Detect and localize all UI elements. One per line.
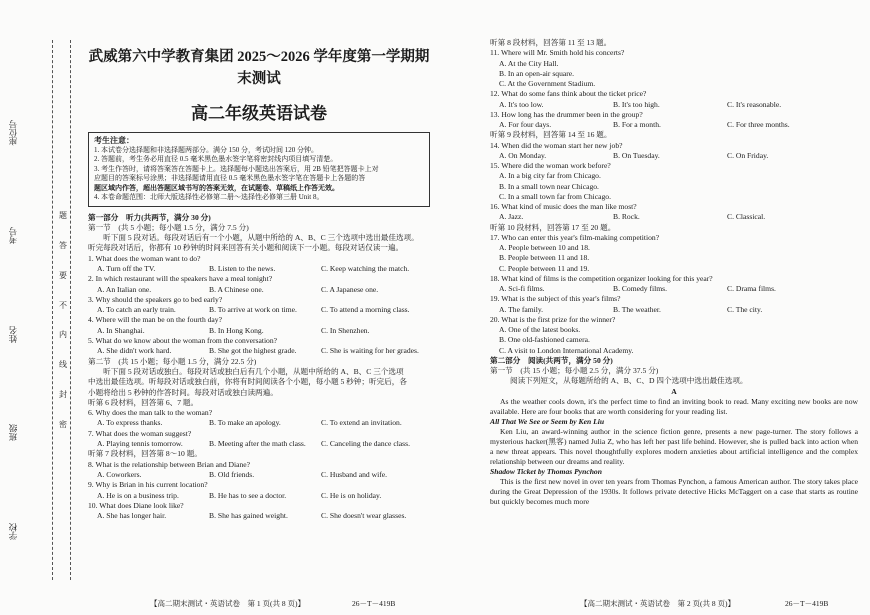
option-b[interactable]: B. In Hong Kong. bbox=[209, 325, 264, 335]
instructions: 听下面 5 段对话或独白。每段对话或独白后有几个小题，从题中所给的 A、B、C 三个选项 bbox=[88, 366, 404, 376]
option-a[interactable]: A. In Shanghai. bbox=[97, 325, 145, 335]
question: 20. What is the first prize for the winner? bbox=[490, 314, 616, 324]
option-c[interactable]: C. Classical. bbox=[727, 212, 766, 222]
left-content bbox=[88, 42, 430, 521]
question: 5. What do we know about the woman from the conversation? bbox=[88, 336, 278, 346]
instructions: 听完每段对话后，你都有 10 秒钟的时间来回答有关小题和阅读下一小题。每段对话仅读一遍。 bbox=[88, 243, 404, 253]
listening-material: 听第 8 段材料，回答第 11 至 13 题。 bbox=[490, 38, 612, 47]
instructions: 小题将给出 5 秒钟的作答时间。每段对话或独白读两遍。 bbox=[88, 387, 278, 397]
question: 2. In which restaurant will the speakers have a meal tonight? bbox=[88, 274, 273, 284]
instructions: 听下面 5 段对话。每段对话后有一个小题，从题中所给的 A、B、C 三个选项中选出最佳选项。 bbox=[88, 233, 419, 243]
option-b[interactable]: B. A Chinese one. bbox=[209, 284, 264, 294]
option-b[interactable]: B. Old friends. bbox=[209, 469, 255, 479]
notice-line: 1. 本试卷分选择题和非选择题两部分。满分 150 分，考试时间 120 分钟。 bbox=[94, 145, 318, 154]
option-a[interactable]: A. For four days. bbox=[499, 120, 552, 129]
option-a[interactable]: A. An Italian one. bbox=[97, 284, 152, 294]
seal-char: 要 bbox=[59, 270, 67, 280]
option-b[interactable]: B. He has to see a doctor. bbox=[209, 490, 287, 500]
page-code: 26－T－419B bbox=[785, 599, 829, 608]
book-description: Ken Liu, an award-winning author in the science fiction genre, presents a new page-turner. The story follows a mysterious hacker(黑客) named Julia Z, who has left her past life behind. However, she is pulled back into action when a new threat appears. This novel thoughtfully explores modern anxieties about artificial intelligence and the complex relationship between our dreams and reality. bbox=[490, 427, 858, 466]
question: 10. What does Diane look like? bbox=[88, 500, 184, 510]
question: 13. How long has the drummer been in the group? bbox=[490, 109, 643, 119]
option-c[interactable]: C. On Friday. bbox=[727, 150, 769, 160]
options bbox=[88, 470, 430, 480]
option-a[interactable]: A. She has longer hair. bbox=[97, 511, 167, 521]
option-c[interactable]: C. People between 11 and 19. bbox=[499, 263, 590, 273]
options bbox=[88, 418, 430, 428]
question: 3. Why should the speakers go to bed early? bbox=[88, 294, 223, 304]
question: 14. When did the woman start her new job? bbox=[490, 140, 623, 150]
notice-line: 应题目的答案标号涂黑；非选择题请用直径 0.5 毫米黑色墨水签字笔在答题卡上各题的答 bbox=[94, 174, 366, 182]
option-a[interactable]: A. To catch an early train. bbox=[97, 305, 176, 315]
question: 17. Who can enter this year's film-making competition? bbox=[490, 232, 660, 242]
page-footer-left: 【高二期末测试・英语试卷 第 1 页(共 8 页)】 bbox=[150, 599, 305, 608]
option-a[interactable]: A. She didn't work hard. bbox=[97, 346, 172, 356]
option-c[interactable]: C. She doesn't wear glasses. bbox=[321, 511, 407, 521]
options bbox=[88, 346, 430, 356]
instructions: 中选出最佳选项。听每段对话或独白前，你将有时间阅读各个小题，每小题 5 秒钟；听完后，各 bbox=[88, 377, 407, 387]
section-heading: 第二节 (共 15 小题；每小题 1.5 分，满分 22.5 分) bbox=[88, 356, 257, 366]
notice-line: 3. 考生作答时，请将答案答在答题卡上。选择题每小题选出答案后，用 2B 铅笔把答题卡上对 bbox=[94, 164, 379, 173]
option-a[interactable]: A. To express thanks. bbox=[97, 418, 163, 428]
options bbox=[490, 305, 858, 315]
option-a[interactable]: A. Sci-fi films. bbox=[499, 284, 545, 293]
options bbox=[490, 284, 858, 294]
options bbox=[88, 264, 430, 274]
name-label: 姓名 bbox=[8, 325, 18, 343]
option-a[interactable]: A. In a big city far from Chicago. bbox=[499, 171, 601, 181]
binding-margin bbox=[0, 40, 80, 580]
notice-line: 题区域内作答，超出答题区域书写的答案无效，在试题卷、草稿纸上作答无效。 bbox=[94, 183, 339, 192]
option-a[interactable]: A. Jazz. bbox=[499, 212, 524, 222]
part-heading: 第一部分 听力(共两节，满分 30 分) bbox=[88, 212, 211, 222]
option-b[interactable]: B. On Tuesday. bbox=[613, 150, 660, 160]
passage-letter: A bbox=[671, 386, 677, 396]
option-a[interactable]: A. One of the latest books. bbox=[499, 325, 581, 334]
right-page bbox=[440, 0, 870, 615]
question: 12. What do some fans think about the ticket price? bbox=[490, 89, 647, 99]
option-b[interactable]: B. Comedy films. bbox=[613, 284, 668, 293]
question: 16. What kind of music does the man like most? bbox=[490, 202, 637, 211]
notice-box bbox=[88, 132, 430, 207]
question: 6. Why does the man talk to the woman? bbox=[88, 408, 213, 418]
option-b[interactable]: B. One old-fashioned camera. bbox=[499, 335, 590, 345]
option-c[interactable]: C. Keep watching the match. bbox=[321, 263, 410, 273]
options bbox=[490, 100, 858, 110]
notice-line: 2. 答题前，考生务必用直径 0.5 毫米黑色墨水签字笔将密封线内项目填写清楚。 bbox=[94, 155, 338, 163]
option-c[interactable]: C. The city. bbox=[727, 304, 763, 314]
seal-char: 不 bbox=[59, 300, 67, 310]
option-c[interactable]: C. Canceling the dance class. bbox=[321, 439, 410, 449]
class-label: 班级 bbox=[8, 424, 18, 442]
listening-material: 听第 10 段材料，回答第 17 至 20 题。 bbox=[490, 222, 616, 232]
options bbox=[88, 326, 430, 336]
option-b[interactable]: B. It's too high. bbox=[613, 99, 660, 109]
option-c[interactable]: C. A visit to London International Academy. bbox=[499, 345, 634, 355]
option-c[interactable]: C. In a small town far from Chicago. bbox=[499, 191, 611, 201]
right-content bbox=[490, 38, 858, 507]
option-a[interactable]: A. People between 10 and 18. bbox=[499, 243, 590, 252]
exam-no-label: 考号 bbox=[8, 227, 18, 245]
option-a[interactable]: A. On Monday. bbox=[499, 150, 547, 160]
option-b[interactable]: B. In an open-air square. bbox=[499, 68, 575, 78]
section-heading: 第一节 (共 5 小题；每小题 1.5 分，满分 7.5 分) bbox=[88, 222, 249, 232]
option-c[interactable]: C. Husband and wife. bbox=[321, 469, 388, 479]
book-description: This is the first new novel in over ten years from Thomas Pynchon, a famous American author. The story takes place during the Great Depression of the 1930s. It follows private detective Hicks McTaggert on a case that starts as routine but quickly becomes much more bbox=[490, 477, 858, 507]
seal-char: 内 bbox=[59, 330, 67, 340]
seat-label: 座位号 bbox=[8, 120, 18, 146]
question: 18. What kind of films is the competition organizer looking for this year? bbox=[490, 273, 713, 283]
option-b[interactable]: B. She got the highest grade. bbox=[209, 346, 297, 356]
option-c[interactable]: C. For three months. bbox=[727, 120, 790, 129]
option-b[interactable]: B. Meeting after the math class. bbox=[209, 439, 306, 449]
instructions: 阅读下列短文，从每题所给的 A、B、C、D 四个选项中选出最佳选项。 bbox=[510, 376, 748, 386]
options bbox=[88, 439, 430, 449]
option-a[interactable]: A. Playing tennis tomorrow. bbox=[97, 439, 183, 449]
option-a[interactable]: A. At the City Hall. bbox=[499, 58, 559, 68]
section-heading: 第一节 (共 15 小题；每小题 2.5 分，满分 37.5 分) bbox=[490, 366, 659, 375]
option-a[interactable]: A. It's too low. bbox=[499, 99, 544, 109]
part-heading: 第二部分 阅读(共两节，满分 50 分) bbox=[490, 355, 613, 365]
option-a[interactable]: A. Coworkers. bbox=[97, 469, 142, 479]
passage-intro: As the weather cools down, it's the perfect time to find an inviting book to read. Many exciting new books are now available. Here are four books that are worth considering for your reading list. bbox=[490, 396, 858, 416]
seal-text bbox=[56, 40, 70, 580]
page-code: 26－T－419B bbox=[352, 599, 396, 608]
book-title: Shadow Ticket by Thomas Pynchon bbox=[490, 467, 602, 476]
options bbox=[490, 212, 858, 222]
binding-fields bbox=[6, 40, 20, 580]
exam-subtitle: 高二年级英语试卷 bbox=[191, 104, 327, 123]
page-footer-right: 【高二期末测试・英语试卷 第 2 页(共 8 页)】 bbox=[580, 599, 735, 608]
question: 9. Why is Brian in his current location? bbox=[88, 480, 208, 490]
option-c[interactable]: C. A Japanese one. bbox=[321, 284, 379, 294]
exam-title: 武威第六中学教育集团 2025～2026 学年度第一学期期末测试 bbox=[88, 49, 430, 87]
option-b[interactable]: B. To make an apology. bbox=[209, 418, 281, 428]
seal-char: 题 bbox=[59, 211, 67, 220]
option-c[interactable]: C. To extend an invitation. bbox=[321, 418, 402, 428]
option-b[interactable]: B. Rock. bbox=[613, 212, 640, 222]
notice-line: 4. 本卷命题范围：北师大版选择性必修第二册～选择性必修第三册 Unit 8。 bbox=[94, 193, 324, 201]
options bbox=[490, 120, 858, 130]
option-b[interactable]: B. To arrive at work on time. bbox=[209, 305, 297, 315]
question: 7. What does the woman suggest? bbox=[88, 428, 192, 438]
option-c[interactable]: C. At the Government Stadium. bbox=[499, 79, 596, 88]
seal-char: 封 bbox=[59, 390, 67, 400]
school-label: 学校 bbox=[8, 523, 18, 540]
option-b[interactable]: B. For a month. bbox=[613, 120, 661, 129]
option-c[interactable]: C. In Shenzhen. bbox=[321, 325, 370, 335]
option-b[interactable]: B. Listen to the news. bbox=[209, 263, 276, 273]
question: 4. Where will the man be on the fourth day? bbox=[88, 315, 222, 325]
seal-line bbox=[70, 40, 71, 580]
seal-char: 线 bbox=[59, 360, 67, 370]
option-c[interactable]: C. It's reasonable. bbox=[727, 99, 782, 109]
question: 15. Where did the woman work before? bbox=[490, 161, 611, 170]
option-c[interactable]: C. She is waiting for her grades. bbox=[321, 346, 419, 356]
options bbox=[88, 305, 430, 315]
question: 19. What is the subject of this year's films? bbox=[490, 294, 621, 304]
option-b[interactable]: B. She has gained weight. bbox=[209, 511, 288, 521]
listening-material: 听第 7 段材料，回答第 8～10 题。 bbox=[88, 449, 202, 459]
listening-material: 听第 6 段材料，回答第 6、7 题。 bbox=[88, 397, 199, 407]
notice-heading: 考生注意： bbox=[94, 136, 134, 145]
options bbox=[490, 151, 858, 161]
options bbox=[88, 491, 430, 501]
seal-char: 答 bbox=[59, 240, 67, 250]
option-b[interactable]: B. The weather. bbox=[613, 304, 661, 314]
question: 1. What does the woman want to do? bbox=[88, 253, 201, 263]
option-a[interactable]: A. The family. bbox=[499, 304, 544, 314]
listening-material: 听第 9 段材料，回答第 14 至 16 题。 bbox=[490, 130, 612, 140]
option-c[interactable]: C. He is on holiday. bbox=[321, 490, 382, 500]
option-c[interactable]: C. To attend a morning class. bbox=[321, 305, 410, 315]
option-a[interactable]: A. He is on a business trip. bbox=[97, 490, 179, 500]
options bbox=[88, 285, 430, 295]
question: 8. What is the relationship between Brian and Diane? bbox=[88, 459, 251, 469]
option-b[interactable]: B. People between 11 and 18. bbox=[499, 253, 590, 263]
question: 11. Where will Mr. Smith hold his concerts? bbox=[490, 48, 625, 58]
options bbox=[88, 511, 430, 521]
option-c[interactable]: C. Drama films. bbox=[727, 284, 776, 293]
option-a[interactable]: A. Turn off the TV. bbox=[97, 263, 156, 273]
option-b[interactable]: B. In a small town near Chicago. bbox=[499, 181, 599, 191]
book-title: All That We See or Seem by Ken Liu bbox=[490, 416, 605, 426]
seal-char: 密 bbox=[59, 419, 67, 429]
cut-line bbox=[52, 40, 53, 580]
